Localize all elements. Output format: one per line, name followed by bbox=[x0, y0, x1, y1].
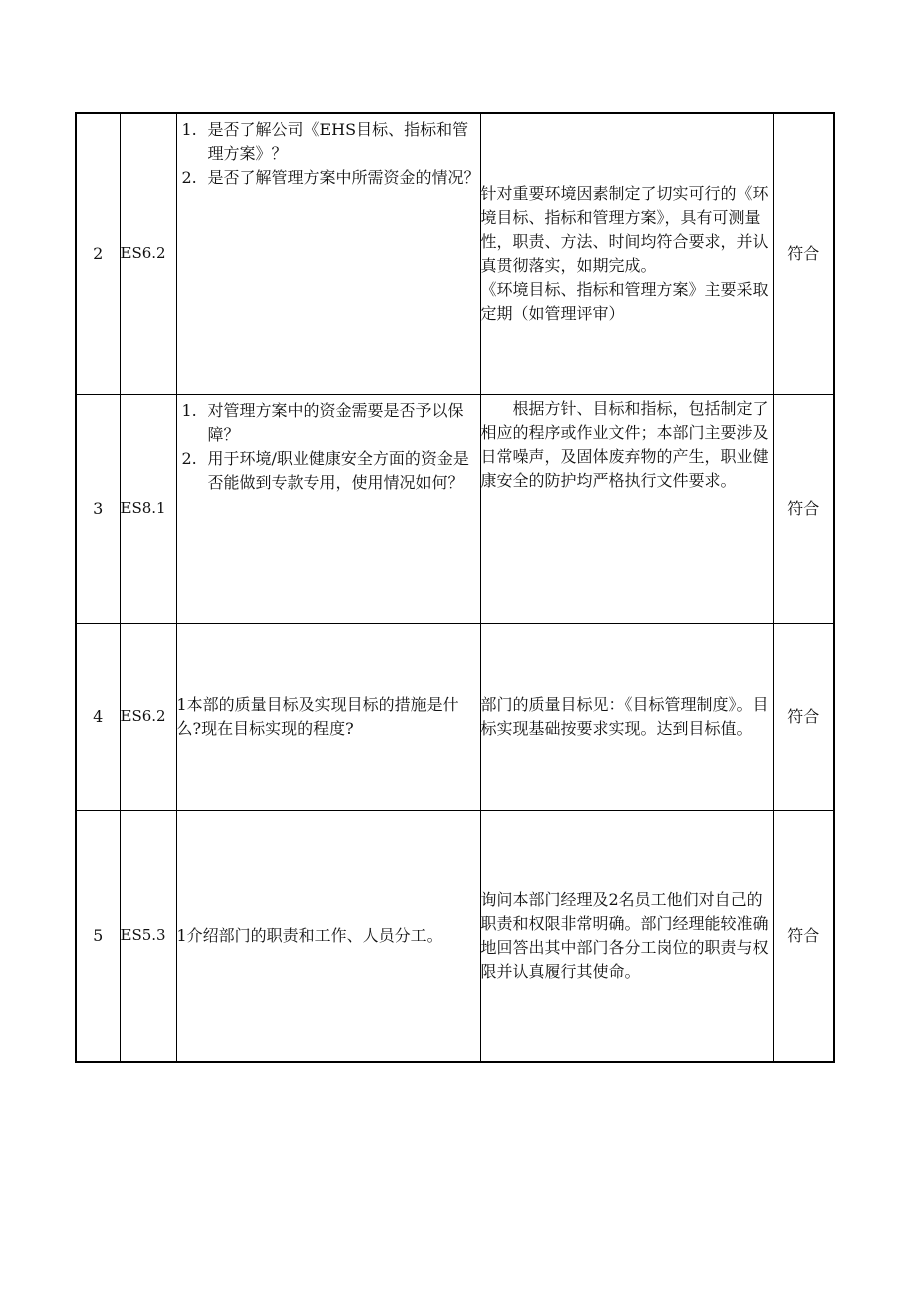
row-number: 3 bbox=[76, 394, 120, 623]
question-list bbox=[177, 399, 480, 495]
clause-code: ES6.2 bbox=[120, 623, 176, 810]
audit-result: 符合 bbox=[773, 113, 834, 394]
clause-code: ES8.1 bbox=[120, 394, 176, 623]
row-number: 2 bbox=[76, 113, 120, 394]
table-row bbox=[76, 623, 834, 810]
audit-checklist-table bbox=[75, 112, 835, 1063]
check-questions bbox=[176, 394, 480, 623]
audit-evidence: 针对重要环境因素制定了切实可行的《环境目标、指标和管理方案》，具有可测量性，职责、方法、时间均符合要求，并认真贯彻落实，如期完成。 《环境目标、指标和管理方案》主要采取定期（如管理评审） bbox=[480, 113, 773, 394]
question-item: 1. 是否了解公司《EHS目标、指标和管理方案》？ bbox=[181, 120, 469, 163]
audit-evidence: 部门的质量目标见：《目标管理制度》。目标实现基础按要求实现。达到目标值。 bbox=[480, 623, 773, 810]
table-row bbox=[76, 394, 834, 623]
clause-code: ES6.2 bbox=[120, 113, 176, 394]
audit-evidence: 询问本部门经理及2名员工他们对自己的职责和权限非常明确。部门经理能较准确地回答出其中部门各分工岗位的职责与权限并认真履行其使命。 bbox=[480, 810, 773, 1062]
table-row bbox=[76, 113, 834, 394]
check-question: 1本部的质量目标及实现目标的措施是什么?现在目标实现的程度? bbox=[176, 623, 480, 810]
check-question: 1介绍部门的职责和工作、人员分工。 bbox=[176, 810, 480, 1062]
audit-result: 符合 bbox=[773, 394, 834, 623]
table-row bbox=[76, 810, 834, 1062]
audit-result: 符合 bbox=[773, 623, 834, 810]
check-questions bbox=[176, 113, 480, 394]
question-list bbox=[177, 118, 480, 190]
row-number: 4 bbox=[76, 623, 120, 810]
clause-code: ES5.3 bbox=[120, 810, 176, 1062]
audit-evidence: 根据方针、目标和指标，包括制定了相应的程序或作业文件；本部门主要涉及日常噪声，及固体废弃物的产生，职业健康安全的防护均严格执行文件要求。 bbox=[480, 394, 773, 623]
question-item: 1. 对管理方案中的资金需要是否予以保障？ bbox=[181, 400, 464, 444]
question-item: 2. 是否了解管理方案中所需资金的情况？ bbox=[181, 168, 480, 187]
audit-result: 符合 bbox=[773, 810, 834, 1062]
row-number: 5 bbox=[76, 810, 120, 1062]
question-item: 2. 用于环境/职业健康安全方面的资金是否能做到专款专用，使用情况如何？ bbox=[181, 448, 469, 492]
